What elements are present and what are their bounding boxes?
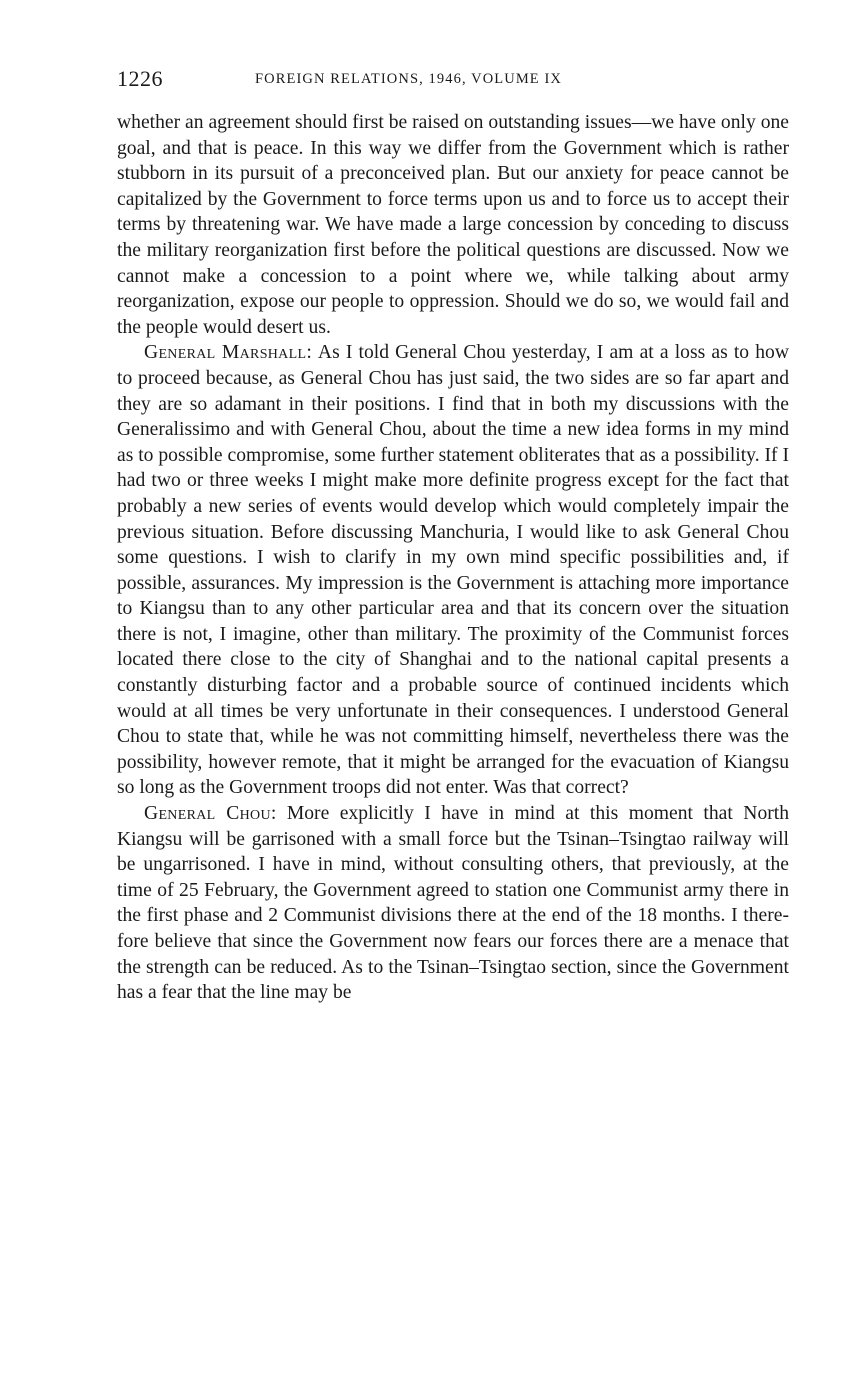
running-header: [117, 66, 789, 96]
document-page: [117, 66, 789, 1006]
body-text: [117, 110, 789, 1006]
running-title: FOREIGN RELATIONS, 1946, VOLUME IX: [255, 71, 562, 87]
speaker-name: General Marshall: [144, 342, 307, 364]
paragraph-continuation: [117, 110, 789, 340]
speaker-name: General Chou: [144, 803, 271, 825]
paragraph-text: whether an agreement should first be raised on outstanding issues—we have only one goal, and that is peace. In this way we differ from the Government which is rather stubborn in its pursuit of a preconceived plan. But our anxiety for peace cannot be capitalized by the Government to force terms upon us and to force us to accept their terms by threatening war. We have made a large concession by conceding to discuss the military reorganization first before the political questions are discussed. Now we cannot make a concession to a point where we, while talking about army reorganization, expose our people to oppression. Should we do so, we would fail and the people would desert us.: [117, 112, 789, 338]
page-number: 1226: [117, 66, 163, 91]
paragraph-text: As I told General Chou yesterday, I am at a loss as to how to proceed because, as General Chou has just said, the two sides are so far apart and they are so adamant in their positions. I find that in both my discussions with the Generalissimo and with General Chou, about the time a new idea forms in my mind as to possible compromise, some further statement obliterates that as a possibility. If I had two or three weeks I might make more definite progress except for the fact that probably a new series of events would develop which would completely impair the previous situation. Before discussing Manchuria, I would like to ask General Chou some questions. I wish to clarify in my own mind specific possibilities and, if possible, assurances. My impression is the Government is attaching more importance to Kiangsu than to any other particular area and that its concern over the situation there is not, I imagine, other than military. The proximity of the Communist forces located there close to the city of Shanghai and to the national capital presents a constantly disturbing factor and a probable source of continued incidents which would at all times be very unfortunate in their consequences. I understood General Chou to state that, while he was not committing himself, nevertheless there was the possibility, however remote, that it might be arranged for the evacuation of Kiangsu so long as the Government troops did not enter. Was that correct?: [117, 342, 790, 799]
paragraph-chou: [117, 801, 789, 1006]
paragraph-marshall: [117, 340, 789, 801]
speaker-colon: :: [306, 342, 318, 364]
speaker-colon: :: [270, 803, 287, 825]
paragraph-text: More explicitly I have in mind at this moment that North Kiangsu will be garrisoned with a small force but the Tsinan–Tsingtao railway will be ungarrisoned. I have in mind, without consulting others, that previously, at the time of 25 February, the Government agreed to station one Communist army there in the first phase and 2 Communist divisions there at the end of the 18 months. I therefore believe that since the Government now fears our forces there are a menace that the strength can be reduced. As to the Tsinan–Tsingtao section, since the Government has a fear that the line may be: [117, 803, 790, 1004]
